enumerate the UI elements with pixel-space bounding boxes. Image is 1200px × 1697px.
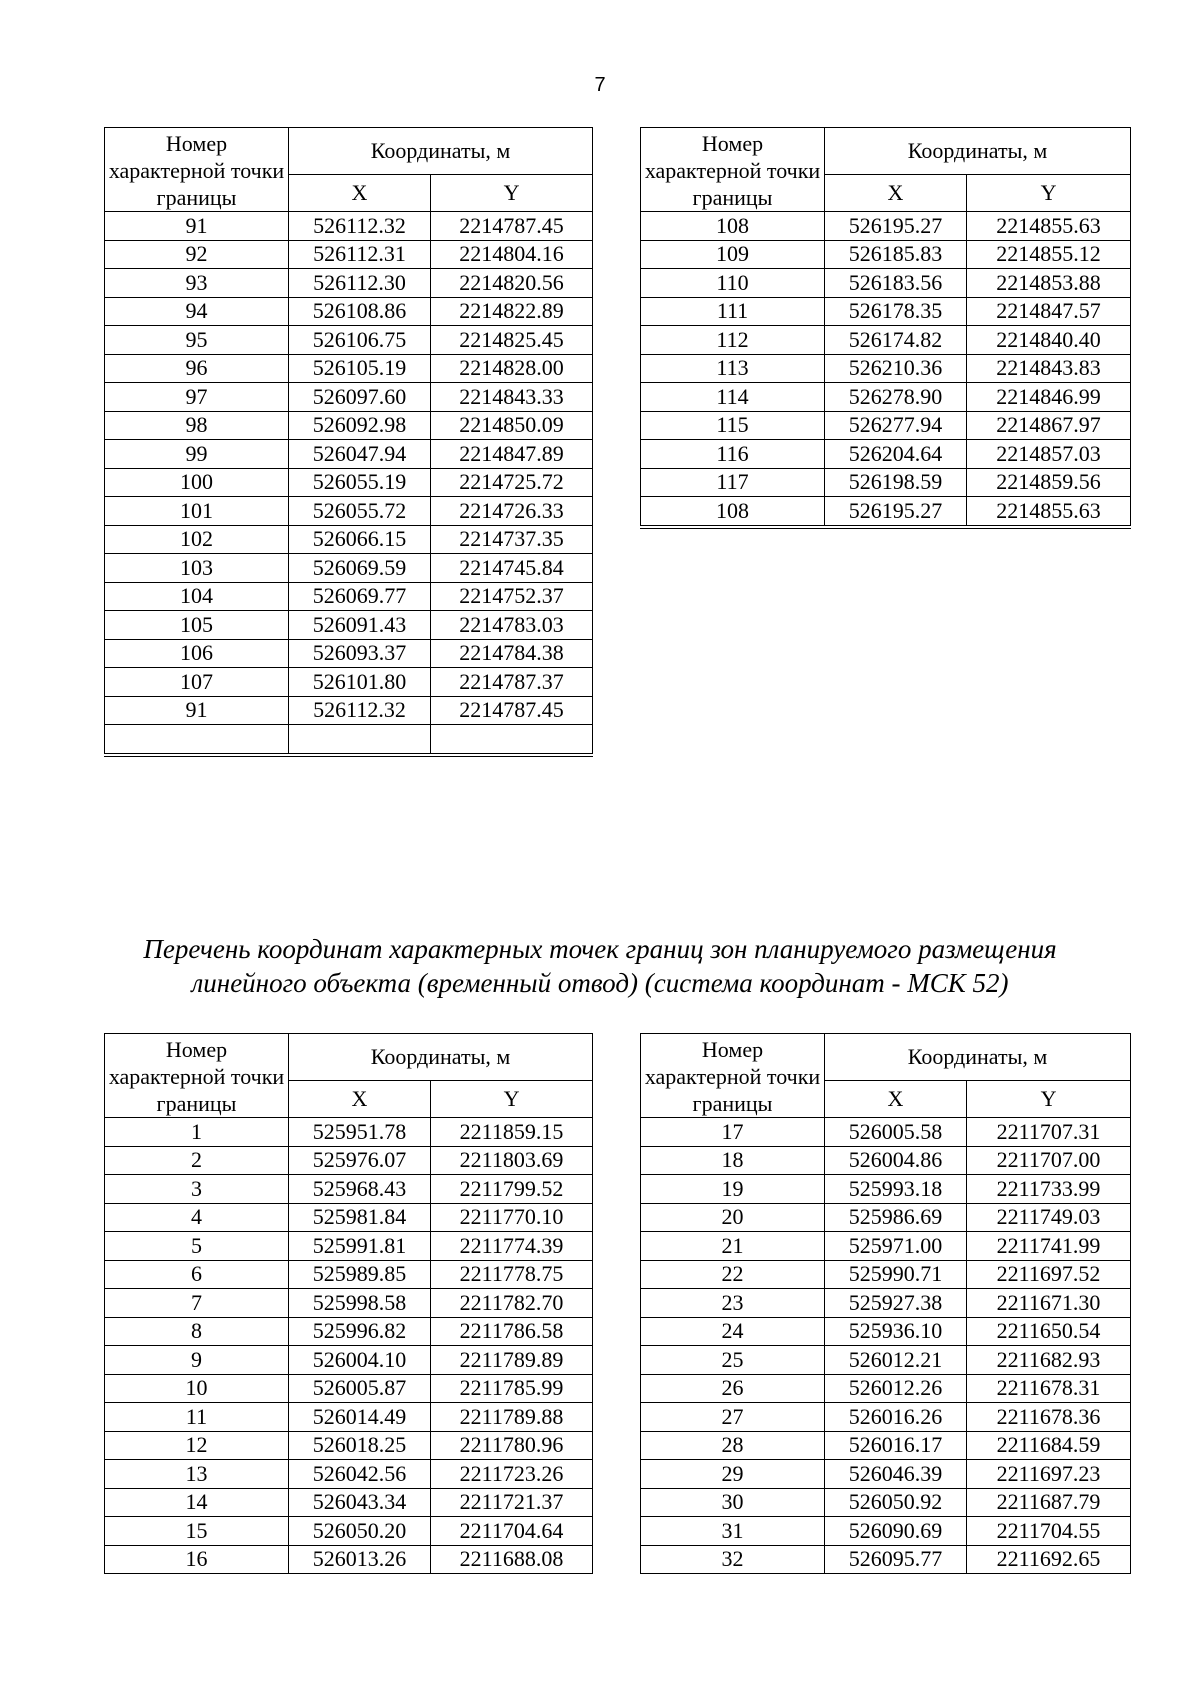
cell-y: 2214850.09 [431, 411, 593, 440]
cell-x: 526004.10 [289, 1346, 431, 1375]
section-title-line-1: Перечень координат характерных точек границ зон планируемого размещения [143, 934, 1057, 964]
cell-point-number [105, 725, 289, 755]
table-row [105, 582, 593, 611]
cell-y: 2211741.99 [967, 1232, 1131, 1261]
header-coordinates: Координаты, м [825, 1034, 1131, 1081]
cell-point-number: 108 [641, 497, 825, 527]
cell-point-number: 14 [105, 1488, 289, 1517]
cell-y: 2214784.38 [431, 639, 593, 668]
cell-x: 525976.07 [289, 1146, 431, 1175]
cell-y: 2211723.26 [431, 1460, 593, 1489]
table-body [641, 1118, 1131, 1574]
cell-point-number: 8 [105, 1317, 289, 1346]
section-title [60, 932, 1140, 1000]
cell-point-number: 106 [105, 639, 289, 668]
cell-x: 526016.26 [825, 1403, 967, 1432]
cell-point-number: 107 [105, 668, 289, 697]
table-row [105, 269, 593, 298]
section-title-line-2: линейного объекта (временный отвод) (система координат - МСК 52) [191, 968, 1009, 998]
cell-y: 2211707.00 [967, 1146, 1131, 1175]
cell-x: 526112.31 [289, 240, 431, 269]
cell-y: 2211671.30 [967, 1289, 1131, 1318]
cell-x: 525991.81 [289, 1232, 431, 1261]
table-row [105, 554, 593, 583]
cell-x: 526013.26 [289, 1545, 431, 1574]
table-row [105, 411, 593, 440]
cell-y: 2214859.56 [967, 468, 1131, 497]
cell-y: 2211859.15 [431, 1118, 593, 1147]
cell-x: 526198.59 [825, 468, 967, 497]
cell-y: 2214787.45 [431, 696, 593, 725]
cell-point-number: 101 [105, 497, 289, 526]
table-row [105, 497, 593, 526]
table-row [641, 1431, 1131, 1460]
cell-y: 2211782.70 [431, 1289, 593, 1318]
cell-x: 525981.84 [289, 1203, 431, 1232]
cell-x: 526046.39 [825, 1460, 967, 1489]
cell-y: 2214804.16 [431, 240, 593, 269]
cell-y: 2211704.64 [431, 1517, 593, 1546]
cell-y: 2211789.89 [431, 1346, 593, 1375]
cell-y: 2214853.88 [967, 269, 1131, 298]
cell-y: 2214855.63 [967, 497, 1131, 527]
cell-point-number: 18 [641, 1146, 825, 1175]
cell-y: 2211650.54 [967, 1317, 1131, 1346]
cell-x: 526012.26 [825, 1374, 967, 1403]
cell-point-number: 2 [105, 1146, 289, 1175]
cell-y: 2214726.33 [431, 497, 593, 526]
table-row [641, 1175, 1131, 1204]
cell-x: 525951.78 [289, 1118, 431, 1147]
cell-point-number: 99 [105, 440, 289, 469]
cell-point-number: 22 [641, 1260, 825, 1289]
cell-point-number: 103 [105, 554, 289, 583]
cell-y: 2211678.36 [967, 1403, 1131, 1432]
table-row [641, 468, 1131, 497]
cell-point-number: 16 [105, 1545, 289, 1574]
header-x: X [825, 1081, 967, 1118]
header-x: X [289, 1081, 431, 1118]
header-coordinates: Координаты, м [825, 128, 1131, 175]
cell-x: 525927.38 [825, 1289, 967, 1318]
cell-point-number: 32 [641, 1545, 825, 1574]
cell-point-number: 13 [105, 1460, 289, 1489]
page-number: 7 [594, 74, 606, 96]
cell-point-number: 24 [641, 1317, 825, 1346]
table-row [105, 1517, 593, 1546]
cell-point-number: 21 [641, 1232, 825, 1261]
cell-x: 526047.94 [289, 440, 431, 469]
table-body [641, 212, 1131, 527]
header-y: Y [431, 175, 593, 212]
cell-point-number: 91 [105, 212, 289, 241]
cell-x: 526091.43 [289, 611, 431, 640]
table-row [641, 1317, 1131, 1346]
cell-y: 2211749.03 [967, 1203, 1131, 1232]
cell-point-number: 98 [105, 411, 289, 440]
table-row [105, 1346, 593, 1375]
cell-x: 526105.19 [289, 354, 431, 383]
cell-x: 526106.75 [289, 326, 431, 355]
cell-y: 2211687.79 [967, 1488, 1131, 1517]
table-row [105, 1232, 593, 1261]
table-row [641, 1203, 1131, 1232]
table-row [641, 1146, 1131, 1175]
cell-y: 2211697.52 [967, 1260, 1131, 1289]
table-row [105, 297, 593, 326]
cell-point-number: 95 [105, 326, 289, 355]
cell-x: 526112.32 [289, 212, 431, 241]
cell-x: 525996.82 [289, 1317, 431, 1346]
cell-x: 526195.27 [825, 497, 967, 527]
cell-point-number: 114 [641, 383, 825, 412]
coordinates-table-2 [640, 127, 1131, 529]
cell-x: 526050.92 [825, 1488, 967, 1517]
cell-y: 2211799.52 [431, 1175, 593, 1204]
cell-point-number: 5 [105, 1232, 289, 1261]
cell-x: 525986.69 [825, 1203, 967, 1232]
table-row [105, 326, 593, 355]
cell-x: 526090.69 [825, 1517, 967, 1546]
table-row [641, 1374, 1131, 1403]
cell-point-number: 117 [641, 468, 825, 497]
cell-y: 2214822.89 [431, 297, 593, 326]
table-row [105, 1175, 593, 1204]
cell-y: 2211697.23 [967, 1460, 1131, 1489]
table-row [641, 497, 1131, 527]
cell-point-number: 19 [641, 1175, 825, 1204]
table-body [105, 1118, 593, 1574]
cell-y: 2214752.37 [431, 582, 593, 611]
cell-y: 2211684.59 [967, 1431, 1131, 1460]
cell-point-number: 15 [105, 1517, 289, 1546]
cell-y: 2214847.57 [967, 297, 1131, 326]
table-row [641, 326, 1131, 355]
header-coordinates: Координаты, м [289, 1034, 593, 1081]
cell-y: 2211692.65 [967, 1545, 1131, 1574]
table-row [105, 1545, 593, 1574]
cell-point-number: 9 [105, 1346, 289, 1375]
cell-x: 525971.00 [825, 1232, 967, 1261]
header-coordinates: Координаты, м [289, 128, 593, 175]
cell-y: 2214828.00 [431, 354, 593, 383]
cell-point-number: 6 [105, 1260, 289, 1289]
table-row [641, 354, 1131, 383]
cell-point-number: 92 [105, 240, 289, 269]
table-row [105, 668, 593, 697]
table-row [641, 1545, 1131, 1574]
cell-x: 525990.71 [825, 1260, 967, 1289]
cell-point-number: 20 [641, 1203, 825, 1232]
header-y: Y [431, 1081, 593, 1118]
cell-y: 2214855.63 [967, 212, 1131, 241]
table-row [641, 269, 1131, 298]
cell-point-number: 17 [641, 1118, 825, 1147]
cell-x: 525936.10 [825, 1317, 967, 1346]
table-row [105, 639, 593, 668]
cell-x: 526050.20 [289, 1517, 431, 1546]
cell-point-number: 31 [641, 1517, 825, 1546]
cell-y: 2211778.75 [431, 1260, 593, 1289]
cell-point-number: 29 [641, 1460, 825, 1489]
cell-point-number: 12 [105, 1431, 289, 1460]
coordinates-table-1 [104, 127, 593, 757]
cell-y: 2214843.83 [967, 354, 1131, 383]
cell-y: 2214825.45 [431, 326, 593, 355]
cell-point-number: 28 [641, 1431, 825, 1460]
cell-x: 526005.58 [825, 1118, 967, 1147]
table-row [641, 1118, 1131, 1147]
cell-point-number: 7 [105, 1289, 289, 1318]
coordinates-table-4 [640, 1033, 1131, 1574]
cell-y: 2214855.12 [967, 240, 1131, 269]
cell-x: 525989.85 [289, 1260, 431, 1289]
cell-y: 2211803.69 [431, 1146, 593, 1175]
cell-point-number: 27 [641, 1403, 825, 1432]
cell-point-number: 97 [105, 383, 289, 412]
table-row [105, 1146, 593, 1175]
table-row [105, 1289, 593, 1318]
table-row [105, 440, 593, 469]
cell-point-number: 109 [641, 240, 825, 269]
table-row [641, 240, 1131, 269]
cell-x [289, 725, 431, 755]
cell-x: 526018.25 [289, 1431, 431, 1460]
cell-y: 2214737.35 [431, 525, 593, 554]
cell-y: 2214846.99 [967, 383, 1131, 412]
cell-y: 2214787.45 [431, 212, 593, 241]
table-row [105, 383, 593, 412]
cell-y: 2214843.33 [431, 383, 593, 412]
cell-point-number: 91 [105, 696, 289, 725]
cell-y: 2214820.56 [431, 269, 593, 298]
cell-point-number: 4 [105, 1203, 289, 1232]
header-point-number: Номер характерной точки границы [641, 1034, 825, 1118]
cell-x: 526204.64 [825, 440, 967, 469]
cell-point-number: 104 [105, 582, 289, 611]
cell-x: 526069.77 [289, 582, 431, 611]
cell-point-number: 113 [641, 354, 825, 383]
table-row [641, 1488, 1131, 1517]
cell-y: 2214857.03 [967, 440, 1131, 469]
cell-x: 526016.17 [825, 1431, 967, 1460]
cell-x: 526014.49 [289, 1403, 431, 1432]
cell-point-number: 25 [641, 1346, 825, 1375]
cell-point-number: 116 [641, 440, 825, 469]
cell-y: 2211678.31 [967, 1374, 1131, 1403]
cell-x: 526097.60 [289, 383, 431, 412]
cell-y: 2211688.08 [431, 1545, 593, 1574]
cell-y: 2211785.99 [431, 1374, 593, 1403]
cell-point-number: 108 [641, 212, 825, 241]
cell-x: 526055.19 [289, 468, 431, 497]
table-row [641, 1517, 1131, 1546]
table-row [105, 1260, 593, 1289]
cell-x: 526195.27 [825, 212, 967, 241]
cell-point-number: 102 [105, 525, 289, 554]
cell-point-number: 11 [105, 1403, 289, 1432]
cell-point-number: 1 [105, 1118, 289, 1147]
cell-y: 2211770.10 [431, 1203, 593, 1232]
cell-y: 2214867.97 [967, 411, 1131, 440]
cell-point-number: 105 [105, 611, 289, 640]
cell-y: 2211789.88 [431, 1403, 593, 1432]
table-row [641, 1346, 1131, 1375]
cell-x: 526185.83 [825, 240, 967, 269]
cell-x: 526043.34 [289, 1488, 431, 1517]
cell-point-number: 111 [641, 297, 825, 326]
cell-x: 526004.86 [825, 1146, 967, 1175]
table-row [105, 725, 593, 755]
table-row [105, 1203, 593, 1232]
cell-y: 2211704.55 [967, 1517, 1131, 1546]
table-row [105, 696, 593, 725]
table-row [641, 212, 1131, 241]
cell-point-number: 3 [105, 1175, 289, 1204]
cell-x: 526112.32 [289, 696, 431, 725]
cell-x: 526183.56 [825, 269, 967, 298]
cell-x: 526069.59 [289, 554, 431, 583]
header-y: Y [967, 1081, 1131, 1118]
cell-y: 2211780.96 [431, 1431, 593, 1460]
table-row [105, 1431, 593, 1460]
table-row [105, 240, 593, 269]
cell-x: 526174.82 [825, 326, 967, 355]
table-row [105, 354, 593, 383]
cell-point-number: 110 [641, 269, 825, 298]
cell-y: 2211707.31 [967, 1118, 1131, 1147]
cell-point-number: 96 [105, 354, 289, 383]
table-body [105, 212, 593, 755]
table-row [105, 1488, 593, 1517]
table-row [105, 1403, 593, 1432]
cell-x: 526055.72 [289, 497, 431, 526]
cell-point-number: 94 [105, 297, 289, 326]
table-row [105, 1460, 593, 1489]
header-point-number: Номер характерной точки границы [105, 128, 289, 212]
coordinates-table-3 [104, 1033, 593, 1574]
table-row [105, 1374, 593, 1403]
cell-y: 2211786.58 [431, 1317, 593, 1346]
table-row [641, 1403, 1131, 1432]
cell-x: 526092.98 [289, 411, 431, 440]
table-row [641, 1460, 1131, 1489]
cell-x: 526278.90 [825, 383, 967, 412]
cell-y: 2214847.89 [431, 440, 593, 469]
table-row [105, 1118, 593, 1147]
cell-point-number: 30 [641, 1488, 825, 1517]
cell-point-number: 100 [105, 468, 289, 497]
table-row [105, 212, 593, 241]
cell-x: 526093.37 [289, 639, 431, 668]
cell-x: 526277.94 [825, 411, 967, 440]
header-point-number: Номер характерной точки границы [641, 128, 825, 212]
cell-y: 2211721.37 [431, 1488, 593, 1517]
cell-point-number: 26 [641, 1374, 825, 1403]
cell-x: 526042.56 [289, 1460, 431, 1489]
cell-point-number: 112 [641, 326, 825, 355]
cell-x: 526005.87 [289, 1374, 431, 1403]
table-row [105, 1317, 593, 1346]
header-x: X [289, 175, 431, 212]
cell-x: 526066.15 [289, 525, 431, 554]
cell-y: 2214840.40 [967, 326, 1131, 355]
table-row [641, 297, 1131, 326]
cell-point-number: 115 [641, 411, 825, 440]
cell-y: 2211682.93 [967, 1346, 1131, 1375]
cell-y: 2211733.99 [967, 1175, 1131, 1204]
cell-y: 2214783.03 [431, 611, 593, 640]
cell-x: 526112.30 [289, 269, 431, 298]
table-row [641, 1260, 1131, 1289]
cell-point-number: 93 [105, 269, 289, 298]
cell-x: 525993.18 [825, 1175, 967, 1204]
cell-x: 525968.43 [289, 1175, 431, 1204]
cell-y: 2214725.72 [431, 468, 593, 497]
table-row [641, 383, 1131, 412]
cell-x: 526108.86 [289, 297, 431, 326]
table-row [105, 525, 593, 554]
cell-y: 2211774.39 [431, 1232, 593, 1261]
cell-point-number: 10 [105, 1374, 289, 1403]
table-row [641, 440, 1131, 469]
table-row [105, 611, 593, 640]
table-row [641, 1289, 1131, 1318]
cell-x: 526178.35 [825, 297, 967, 326]
table-row [105, 468, 593, 497]
header-x: X [825, 175, 967, 212]
cell-x: 526012.21 [825, 1346, 967, 1375]
cell-x: 525998.58 [289, 1289, 431, 1318]
header-y: Y [967, 175, 1131, 212]
header-point-number: Номер характерной точки границы [105, 1034, 289, 1118]
cell-point-number: 23 [641, 1289, 825, 1318]
cell-y: 2214745.84 [431, 554, 593, 583]
cell-x: 526095.77 [825, 1545, 967, 1574]
table-row [641, 1232, 1131, 1261]
cell-y: 2214787.37 [431, 668, 593, 697]
table-row [641, 411, 1131, 440]
cell-x: 526101.80 [289, 668, 431, 697]
cell-y [431, 725, 593, 755]
cell-x: 526210.36 [825, 354, 967, 383]
